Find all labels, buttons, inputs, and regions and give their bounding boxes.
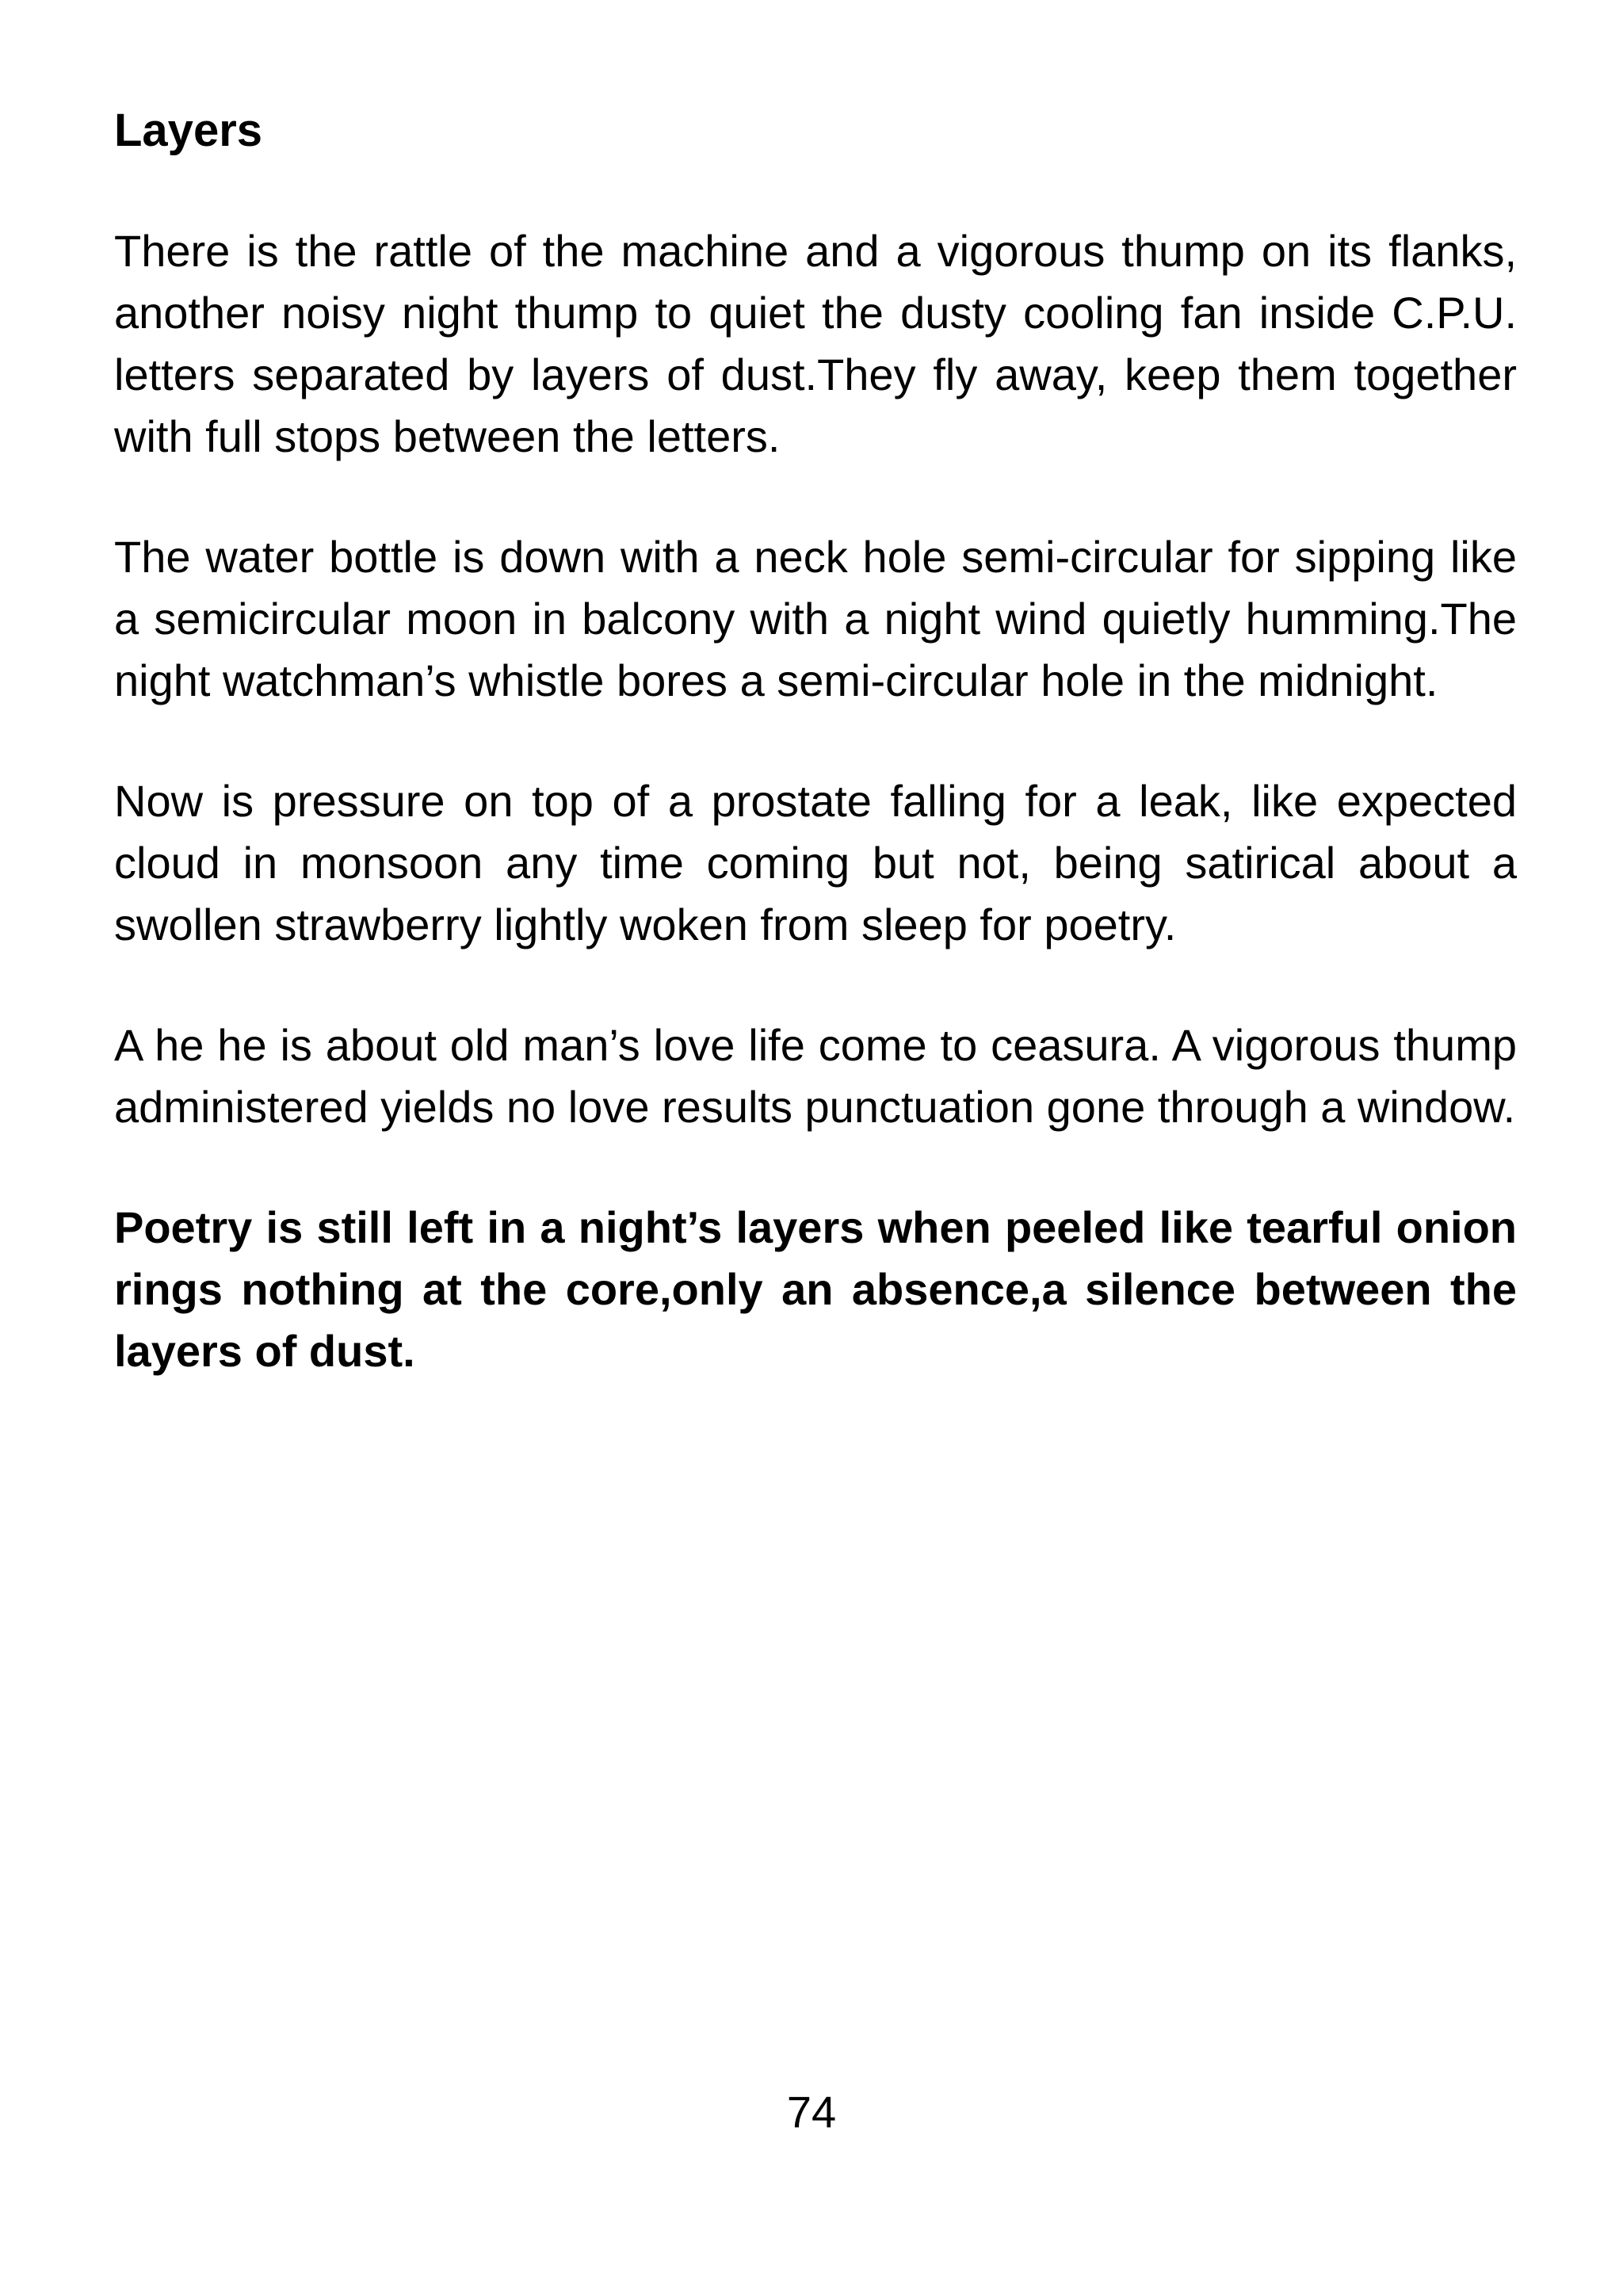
stanza-1: There is the rattle of the machine and a vigorous thump on its flanks, another noisy night thump to quiet the dusty cooling fan inside C.P.U. letters separated by layers of dust.They fly away, keep them together with full stops between the letters. xyxy=(114,226,1517,461)
stanza-5-closing: Poetry is still left in a night’s layers when peeled like tearful onion rings nothing at the core,only an absence,a silence between the layers of dust. xyxy=(114,1202,1517,1376)
stanza-2: The water bottle is down with a neck hole semi-circular for sipping like a semicircular moon in balcony with a night wind quietly humming.The night watchman’s whistle bores a semi-circular hole in the midnight. xyxy=(114,532,1517,705)
poem-title: Layers xyxy=(114,105,263,156)
page-number: 74 xyxy=(786,2087,837,2137)
stanza-3: Now is pressure on top of a prostate falling for a leak, like expected cloud in monsoon any time coming but not, being satirical about a swollen strawberry lightly woken from sleep for poetry. xyxy=(114,776,1517,949)
poem-content xyxy=(114,100,1517,1441)
stanza-4: A he he is about old man’s love life come to ceasura. A vigorous thump administered yields no love results punctuation gone through a window. xyxy=(114,1020,1517,1132)
